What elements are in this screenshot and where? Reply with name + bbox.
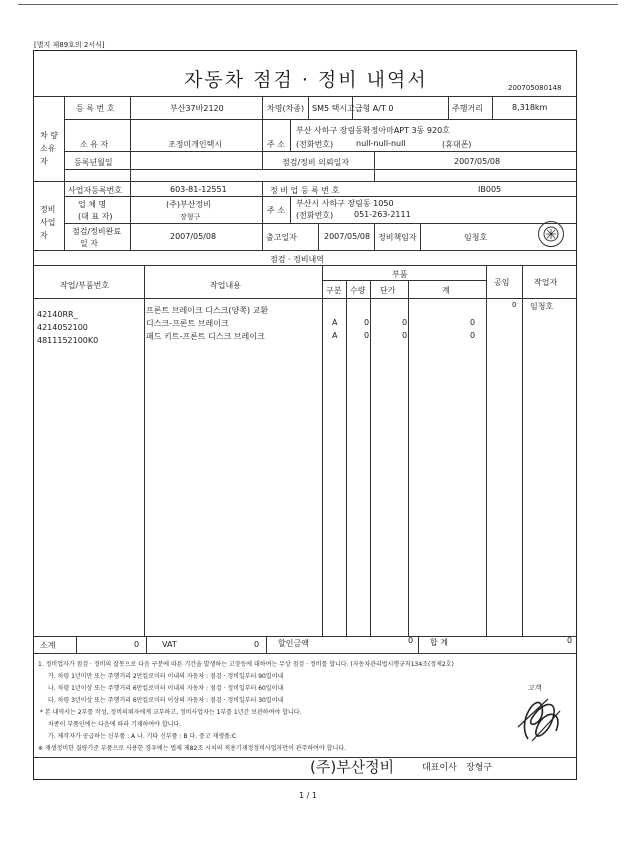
rep-label: (대 표 자) [78, 212, 113, 221]
mechanic-value: 임청호 [464, 233, 488, 242]
row-qty: 0 [364, 318, 370, 327]
mileage-value: 8,318km [512, 103, 548, 112]
stamp-label: 고객 [528, 684, 542, 692]
vat-value: 0 [254, 640, 260, 649]
subtotal-label: 소계 [40, 641, 56, 650]
row-price: 0 [402, 318, 408, 327]
row-kind: A [332, 318, 338, 327]
customer-signature [508, 681, 574, 751]
mileage-label: 주행거리 [452, 104, 483, 113]
row-price: 0 [402, 331, 408, 340]
col-work: 작업내용 [210, 281, 241, 290]
company-value: (주)부산정비 [166, 200, 211, 209]
car-name-value: SM5 택시고급형 A/T 0 [312, 104, 394, 113]
row-part-no: 4811152100K0 [37, 336, 99, 345]
col-worker: 작업자 [534, 278, 558, 287]
col-parts: 부품 [392, 270, 408, 279]
rep-value: 장형구 [180, 213, 201, 221]
row-work: 패드 키트-프론트 디스크 브레이크 [146, 332, 265, 341]
done-label-2: 일 자 [80, 239, 98, 248]
col-part-no: 작업/부품번호 [60, 281, 110, 290]
note-line: 1. 정비업자가 점검 · 정비의 잘못으로 다음 구분에 따른 기간을 발생하는 고장등에 대하여는 무상 점검 · 정비를 합니다. (자동차관리법시행규칙134조(정제2호) [38, 661, 454, 668]
footer-company: (주)부산정비 [310, 758, 395, 776]
note-line: 다. 차령 3년이상 또는 주행거리 6만킬로미터 이상의 자동차 : 점검 · 정비일부터 30일이내 [48, 697, 284, 704]
note-line: 가. 제작자가 공급하는 신부품 : A 나. 기타 신부품 : B 다. 중고 재생품:C [48, 733, 237, 740]
col-qty: 수량 [350, 286, 366, 295]
owner-label: 소 유 자 [80, 140, 109, 149]
row-kind: A [332, 331, 338, 340]
total-value: 0 [567, 636, 573, 645]
bizno-value: 603-81-12551 [170, 185, 227, 194]
bizno-label: 사업자등록번호 [68, 186, 123, 195]
out-date: 2007/05/08 [324, 232, 371, 241]
done-date: 2007/05/08 [170, 232, 217, 241]
col-labor: 공임 [494, 278, 510, 287]
owner-value: 조정미개인택시 [168, 140, 223, 149]
shop-reg-value: IB005 [478, 185, 502, 194]
out-label: 출고일자 [266, 233, 297, 242]
reg-no-label: 등 록 번 호 [76, 104, 115, 113]
shop-phone-value: 051-263-2111 [354, 210, 411, 219]
row-sum: 0 [470, 331, 476, 340]
owner-phone-value: null-null-null [356, 139, 406, 148]
request-date: 2007/05/08 [454, 157, 501, 166]
form-label: [별지 제89호의 2서식] [34, 41, 105, 49]
subtotal-value: 0 [134, 640, 140, 649]
shop-reg-label: 정 비 업 등 록 번 호 [270, 186, 340, 195]
note-line: * 본 내역서는 2부를 작성, 정비의뢰자에게 교부하고, 정비사업자는 1부를 1년간 보관하여야 합니다. [40, 709, 302, 716]
note-line: ※ 재생정비한 질량기준 부품으로 사용한 경우에는 법제 제82조 시치의 적용기재정정비사업자만이 관주하여야 합니다. [38, 745, 346, 752]
page-title: 자동차 점검 · 정비 내역서 [184, 69, 428, 91]
discount-value: 0 [408, 636, 414, 645]
footer-rep: 장형구 [466, 763, 493, 773]
shop-address-label: 주 소 [267, 206, 285, 215]
company-label: 업 체 명 [78, 200, 107, 209]
done-label: 점검/정비완료 [72, 227, 122, 236]
owner-phone-label: (전화번호) [296, 140, 334, 149]
row-qty: 0 [364, 331, 370, 340]
owner-section-label: 차 량 소유자 [40, 131, 58, 166]
row-part-no: 4214052100 [37, 323, 88, 332]
owner-mobile-label: (휴대폰) [442, 140, 472, 149]
first-reg-label: 등록년월일 [74, 158, 113, 167]
doc-number: 200705080148 [508, 84, 562, 92]
shop-address-value: 부산시 사하구 장림동 1050 [296, 199, 394, 208]
total-label: 합 계 [430, 638, 448, 647]
row-work: 프론트 브레이크 디스크(양쪽) 교환 [146, 306, 269, 315]
col-kind: 구분 [326, 286, 342, 295]
mechanic-label: 정비책임자 [378, 233, 417, 242]
page-number: 1 / 1 [299, 791, 317, 800]
owner-address-label: 주 소 [267, 140, 285, 149]
car-name-label: 차명(차종) [267, 104, 305, 113]
row-labor: 0 [512, 301, 517, 309]
discount-label: 할인금액 [278, 639, 309, 648]
details-header: 점검 · 정비내역 [270, 255, 324, 264]
note-line: 나. 차령 1년이상 또는 주행거리 6만킬로미터 이내의 자동차 : 점검 · 정비일부터 60일이내 [48, 685, 284, 692]
row-part-no: 42140RR_ [37, 310, 78, 319]
shop-phone-label: (전화번호) [296, 211, 334, 220]
shop-section-label: 정비 사업자 [40, 205, 56, 240]
col-sum: 계 [442, 286, 450, 295]
official-seal [538, 221, 564, 247]
row-work: 디스크-프론트 브레이크 [146, 319, 229, 328]
row-sum: 0 [470, 318, 476, 327]
footer-rep-label: 대표이사 [422, 763, 457, 773]
maintenance-form [33, 50, 577, 780]
col-price: 단가 [380, 286, 396, 295]
reg-no-value: 부산37바2120 [170, 104, 224, 113]
note-line: 가. 차령 1년미만 또는 주행거리 2만킬로미터 이내의 자동차 : 점검 · 정비일부터 90일이내 [48, 673, 284, 680]
note-line: 차종이 부품인에는 다음에 따라 기재하여야 합니다. [48, 721, 182, 728]
owner-address-value: 부산 사하구 장림동확정아마APT 3동 920호 [296, 126, 450, 135]
request-label: 점검/정비 의뢰일자 [282, 158, 350, 167]
row-worker: 임청호 [530, 302, 554, 311]
scan-edge [18, 4, 618, 5]
vat-label: VAT [162, 640, 177, 649]
